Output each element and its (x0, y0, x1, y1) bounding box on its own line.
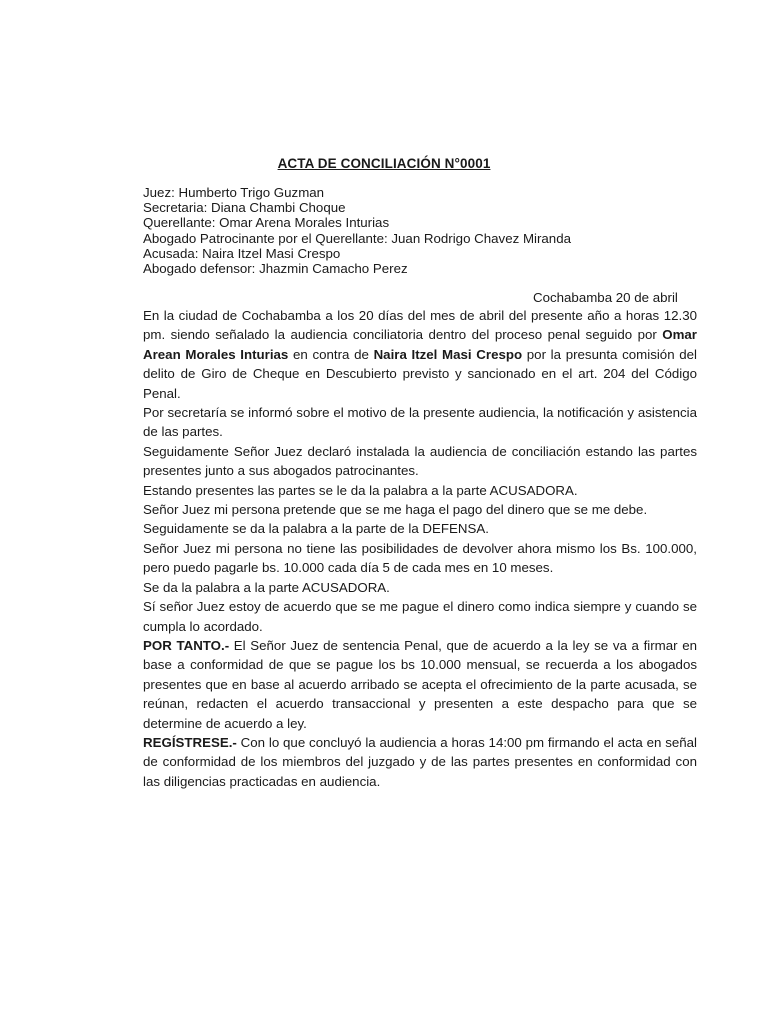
paragraph-text: El Señor Juez de sentencia Penal, que de acuerdo a la ley se va a firmar en base a conformidad de que se pague los bs 10.000 mensual, se recuerda a los abogados presentes que en base al acuerdo arribado se acepta el ofrecimiento de la parte acusada, se reúnan, redacten el acuerdo transaccional y presenten a este despacho para que se determine de acuerdo a ley. (143, 637, 697, 731)
registrese-label: REGÍSTRESE.- (143, 734, 237, 750)
paragraph-accuser-turn-2: Se da la palabra a la parte ACUSADORA. (143, 579, 390, 595)
paragraph-text: en contra de (288, 346, 374, 362)
date-line: Cochabamba 20 de abril (533, 290, 678, 305)
paragraph-defense-statement: Señor Juez mi persona no tiene las posibilidades de devolver ahora mismo los Bs. 100.000, pero puedo pagarle bs. 10.000 cada día 5 de cada mes en 10 meses. (143, 540, 697, 576)
paragraph-defense-turn: Seguidamente se da la palabra a la parte de la DEFENSA. (143, 521, 489, 537)
por-tanto-label: POR TANTO.- (143, 637, 230, 653)
defendant-line: Acusada: Naira Itzel Masi Crespo (143, 245, 341, 261)
paragraph-text: Con lo que concluyó la audiencia a horas 14:00 pm firmando el acta en señal de conformidad de los miembros del juzgado y de las partes presentes en conformidad con las diligencias practicadas en audiencia. (143, 734, 697, 789)
defendant-name: Naira Itzel Masi Crespo (373, 346, 523, 362)
judge-line: Juez: Humberto Trigo Guzman (143, 185, 325, 200)
paragraph-accuser-agreement: Sí señor Juez estoy de acuerdo que se me pague el dinero como indica siempre y cuando se cumpla lo acordado. (143, 599, 697, 634)
document-title: ACTA DE CONCILIACIÓN N°0001 (277, 156, 491, 171)
plaintiff-name: Omar Arean Morales Inturias (143, 327, 697, 362)
plaintiff-lawyer-line: Abogado Patrocinante por el Querellante: Juan Rodrigo Chavez Miranda (143, 230, 571, 246)
paragraph-installation: Seguidamente Señor Juez declaró instalada la audiencia de conciliación estando las partes presentes junto a sus abogados patrocinantes. (143, 443, 697, 479)
plaintiff-line: Querellante: Omar Arena Morales Inturias (143, 215, 390, 231)
paragraph-accuser-statement: Señor Juez mi persona pretende que se me haga el pago del dinero que se me debe. (143, 502, 648, 518)
paragraph-text: por la presunta comisión del delito de Giro de Cheque en Descubierto previsto y sancionado en el art. 204 del Código Penal. (143, 346, 698, 401)
paragraph-text: En la ciudad de Cochabamba a los 20 días del mes de abril del presente año a horas 12.30 pm. siendo señalado la audiencia conciliatoria dentro del proceso penal seguido por (143, 308, 697, 343)
paragraph-secretary: Por secretaría se informó sobre el motivo de la presente audiencia, la notificación y asistencia de las partes. (143, 405, 697, 440)
defense-lawyer-line: Abogado defensor: Jhazmin Camacho Perez (143, 261, 408, 277)
parties-list (143, 185, 703, 276)
paragraph-accuser-turn: Estando presentes las partes se le da la palabra a la parte ACUSADORA. (143, 482, 578, 498)
paragraph-por-tanto (143, 636, 697, 733)
secretary-line: Secretaria: Diana Chambi Choque (143, 200, 346, 216)
paragraph-opening (143, 306, 697, 403)
paragraph-registrese (143, 733, 697, 791)
document-body (143, 306, 697, 791)
